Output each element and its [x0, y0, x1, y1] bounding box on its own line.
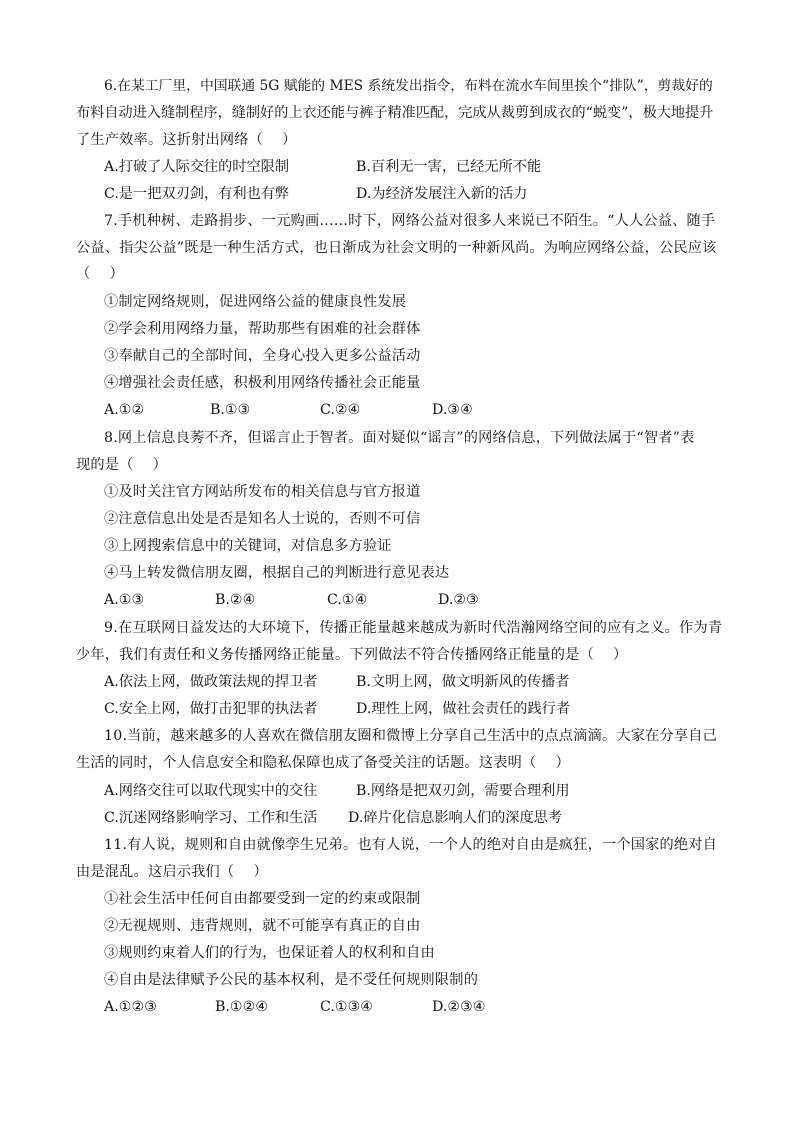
q8-option-a: A.①③	[104, 592, 145, 608]
q8-item-2: ②注意信息出处是否是知名人士说的，否则不可信	[104, 511, 421, 527]
q11-option-b: B.①②④	[215, 999, 269, 1015]
q11-option-c: C.①③④	[320, 999, 374, 1015]
q7-option-b: B.①③	[210, 402, 251, 418]
q11-option-a: A.①②③	[104, 999, 157, 1015]
q6-option-c: C.是一把双刃剑，有利也有弊	[104, 186, 290, 202]
q6-option-a: A.打破了人际交往的时空限制	[104, 159, 290, 175]
q11-item-1: ①社会生活中任何自由都要受到一定的约束或限制	[104, 891, 421, 907]
q10-option-c: C.沉迷网络影响学习、工作和生活	[104, 810, 318, 826]
q11-item-3: ③规则约束着人们的行为，也保证着人的权利和自由	[104, 945, 435, 961]
q8-option-c: C.①④	[327, 592, 368, 608]
q6-stem-line-1: 6.在某工厂里，中国联通 5G 赋能的 MES 系统发出指令，布料在流水车间里挨个“排队”，剪裁好的	[104, 78, 713, 94]
q7-stem-line-3: （ ）	[76, 266, 124, 282]
q8-item-3: ③上网搜索信息中的关键词，对信息多方验证	[104, 538, 392, 554]
q10-option-d: D.碎片化信息影响人们的深度思考	[348, 810, 563, 826]
q8-item-1: ①及时关注官方网站所发布的相关信息与官方报道	[104, 484, 421, 500]
q8-stem-line-2: 现的是（ ）	[76, 457, 168, 473]
q10-stem-line-2: 生活的同时，个人信息安全和隐私保障也成了备受关注的话题。这表明（ ）	[76, 755, 570, 771]
q11-item-4: ④自由是法律赋予公民的基本权利，是不受任何规则限制的	[104, 972, 479, 988]
q11-stem-line-2: 由是混乱。这启示我们（ ）	[76, 864, 268, 880]
q7-item-4: ④增强社会责任感，积极利用网络传播社会正能量	[104, 375, 421, 391]
q7-stem-line-1: 7.手机种树、走路捐步、一元购画……时下，网络公益对很多人来说已不陌生。“人人公益、随手	[104, 213, 716, 229]
q9-option-b: B.文明上网，做文明新风的传播者	[356, 674, 570, 690]
q9-stem-line-2: 少年，我们有责任和义务传播网络正能量。下列做法不符合传播网络正能量的是（ ）	[76, 647, 628, 663]
q9-stem-line-1: 9.在互联网日益发达的大环境下，传播正能量越来越成为新时代浩瀚网络空间的应有之义。作为青	[104, 620, 723, 636]
q7-option-c: C.②④	[320, 402, 361, 418]
q7-option-a: A.①②	[104, 402, 145, 418]
q7-item-2: ②学会利用网络力量，帮助那些有困难的社会群体	[104, 321, 421, 337]
q6-stem-line-3: 了生产效率。这折射出网络（ ）	[76, 132, 297, 148]
q8-option-b: B.②④	[215, 592, 256, 608]
q7-item-1: ①制定网络规则，促进网络公益的健康良性发展	[104, 294, 407, 310]
q6-option-d: D.为经济发展注入新的活力	[356, 186, 528, 202]
q6-option-b: B.百利无一害，已经无所不能	[356, 159, 542, 175]
q6-stem-line-2: 布料自动进入缝制程序，缝制好的上衣还能与裤子精准匹配，完成从裁剪到成衣的“蜕变”，极大地提升	[76, 105, 714, 121]
q11-item-2: ②无视规则、违背规则，就不可能享有真正的自由	[104, 918, 421, 934]
q7-stem-line-2: 公益、指尖公益”既是一种生活方式，也日渐成为社会文明的一种新风尚。为响应网络公益，公民应该	[76, 240, 717, 256]
q10-option-a: A.网络交往可以取代现实中的交往	[104, 783, 318, 799]
q9-option-d: D.理性上网，做社会责任的践行者	[356, 701, 571, 717]
q10-stem-line-1: 10.当前，越来越多的人喜欢在微信朋友圈和微博上分享自己生活中的点点滴滴。大家在分享自己	[104, 728, 718, 744]
q7-option-d: D.③④	[432, 402, 473, 418]
q8-stem-line-1: 8.网上信息良莠不齐，但谣言止于智者。面对疑似“谣言”的网络信息，下列做法属于“智者”表	[104, 430, 695, 446]
q10-option-b: B.网络是把双刃剑，需要合理利用	[356, 783, 570, 799]
q8-option-d: D.②③	[438, 592, 479, 608]
q9-option-a: A.依法上网，做政策法规的捍卫者	[104, 674, 318, 690]
q9-option-c: C.安全上网，做打击犯罪的执法者	[104, 701, 318, 717]
q7-item-3: ③奉献自己的全部时间，全身心投入更多公益活动	[104, 348, 421, 364]
q11-stem-line-1: 11.有人说，规则和自由就像孪生兄弟。也有人说，一个人的绝对自由是疯狂，一个国家的绝对自	[104, 837, 718, 853]
q11-option-d: D.②③④	[432, 999, 486, 1015]
q8-item-4: ④马上转发微信朋友圈，根据自己的判断进行意见表达	[104, 565, 450, 581]
